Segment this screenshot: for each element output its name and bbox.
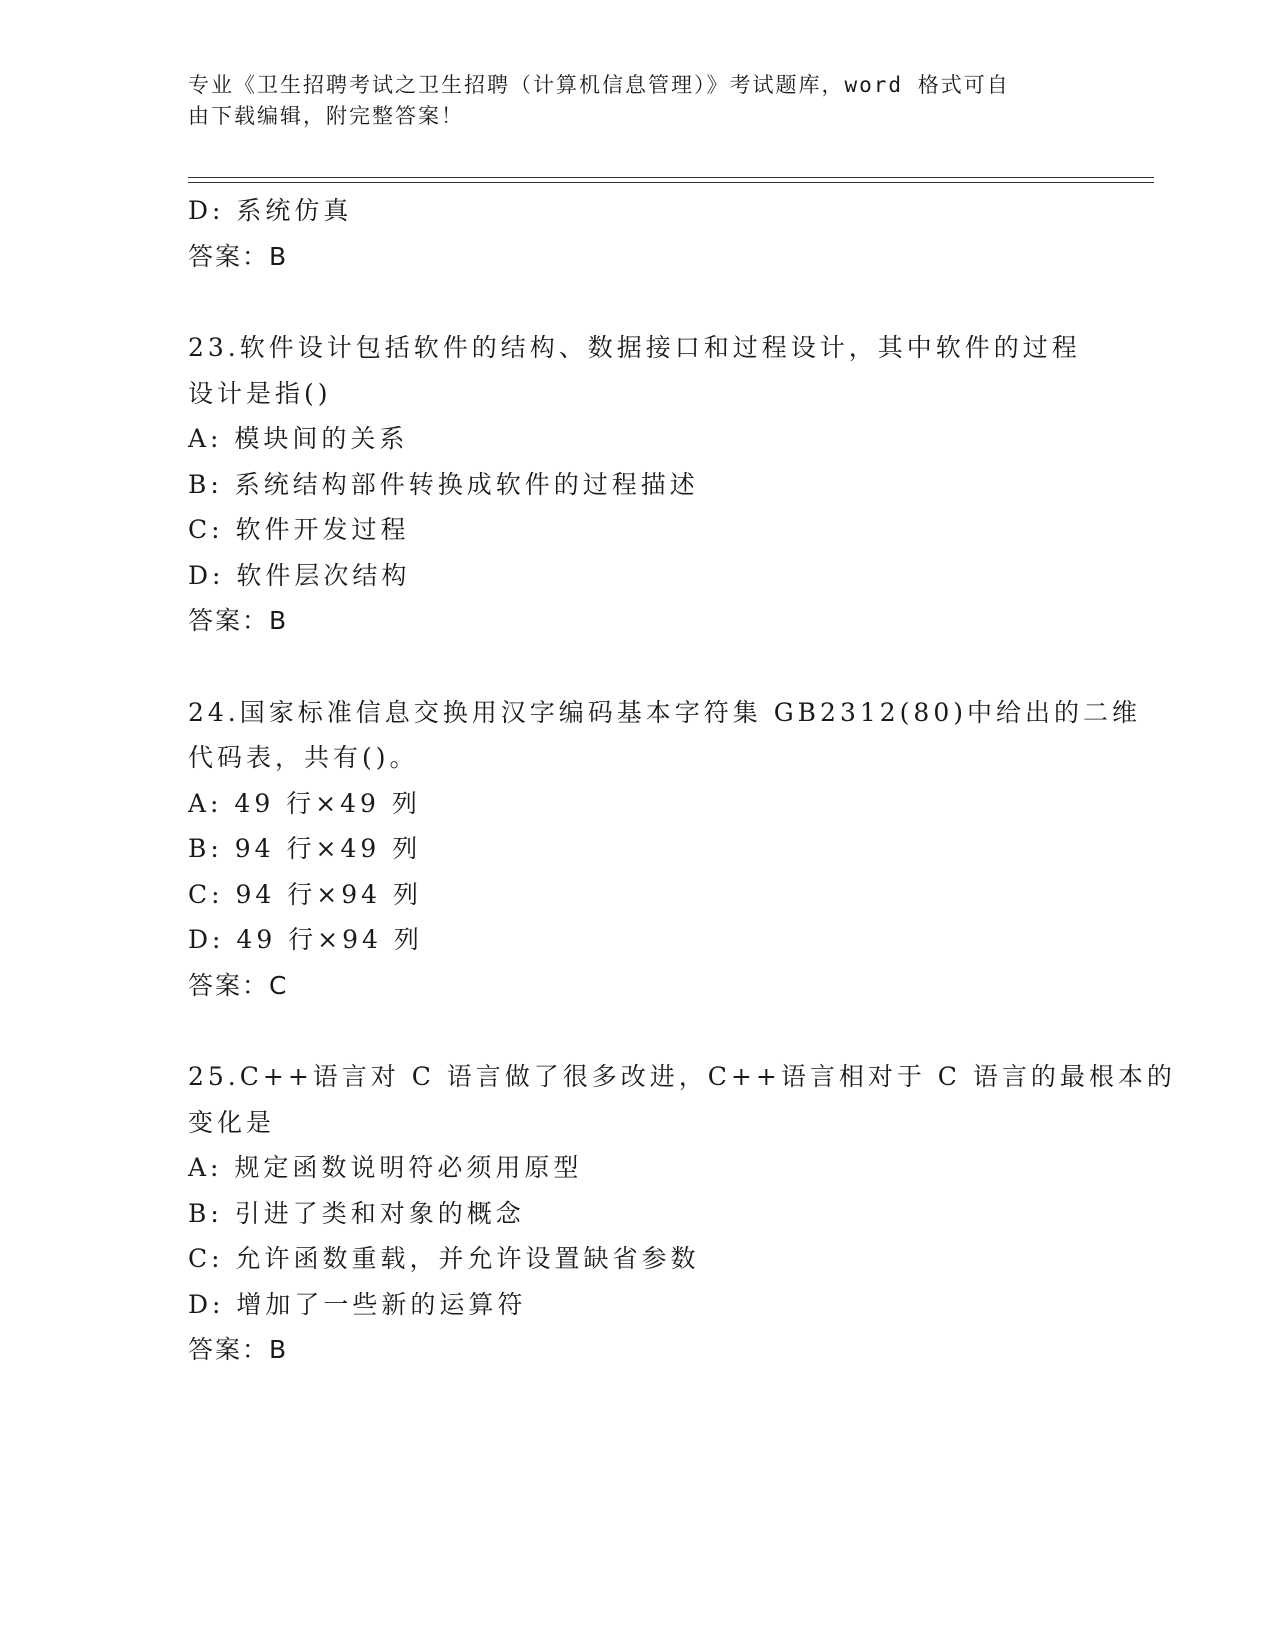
option-d: D: 软件层次结构 — [188, 560, 411, 590]
question-23 — [188, 325, 1088, 644]
question-stem-line: 23.软件设计包括软件的结构、数据接口和过程设计，其中软件的过程 — [188, 333, 1081, 362]
question-stem-line: 25.C++语言对 C 语言做了很多改进，C++语言相对于 C 语言的最根本的 — [188, 1062, 1176, 1091]
header-line-2: 由下载编辑，附完整答案！ — [188, 104, 464, 128]
option-d: D: 系统仿真 — [188, 196, 353, 225]
option-c: C: 软件开发过程 — [188, 515, 410, 544]
question-24 — [188, 690, 1141, 1009]
spacer — [188, 279, 1088, 325]
spacer — [188, 1008, 1088, 1054]
option-d: D: 增加了一些新的运算符 — [188, 1289, 527, 1319]
answer-line: 答案：B — [188, 1335, 289, 1364]
option-b: B: 引进了类和对象的概念 — [188, 1198, 525, 1228]
page-header — [188, 70, 1068, 132]
option-c: C: 允许函数重载，并允许设置缺省参数 — [188, 1244, 700, 1273]
answer-line: 答案：B — [188, 606, 289, 635]
header-line-1: 专业《卫生招聘考试之卫生招聘（计算机信息管理）》考试题库，word 格式可自 — [188, 73, 1010, 97]
question-stem-line: 24.国家标准信息交换用汉字编码基本字符集 GB2312(80)中给出的二维 — [188, 697, 1141, 727]
header-rule-top — [188, 177, 1154, 178]
option-a: A: 模块间的关系 — [188, 424, 409, 453]
question-stem-line: 设计是指() — [188, 378, 332, 408]
question-stem-line: 变化是 — [188, 1107, 276, 1137]
option-c: C: 94 行×94 列 — [188, 879, 422, 909]
option-b: B: 系统结构部件转换成软件的过程描述 — [188, 469, 699, 499]
option-d: D: 49 行×94 列 — [188, 925, 423, 954]
previous-question-tail — [188, 188, 1088, 279]
option-a: A: 49 行×49 列 — [188, 788, 421, 818]
question-25 — [188, 1054, 1176, 1373]
answer-line: 答案：B — [188, 241, 289, 271]
header-rule-bottom — [188, 182, 1154, 183]
spacer — [188, 644, 1088, 690]
question-content — [188, 188, 1176, 1373]
option-a: A: 规定函数说明符必须用原型 — [188, 1153, 583, 1182]
option-b: B: 94 行×49 列 — [188, 834, 422, 863]
question-stem-line: 代码表，共有()。 — [188, 743, 419, 772]
answer-line: 答案：C — [188, 970, 289, 1000]
